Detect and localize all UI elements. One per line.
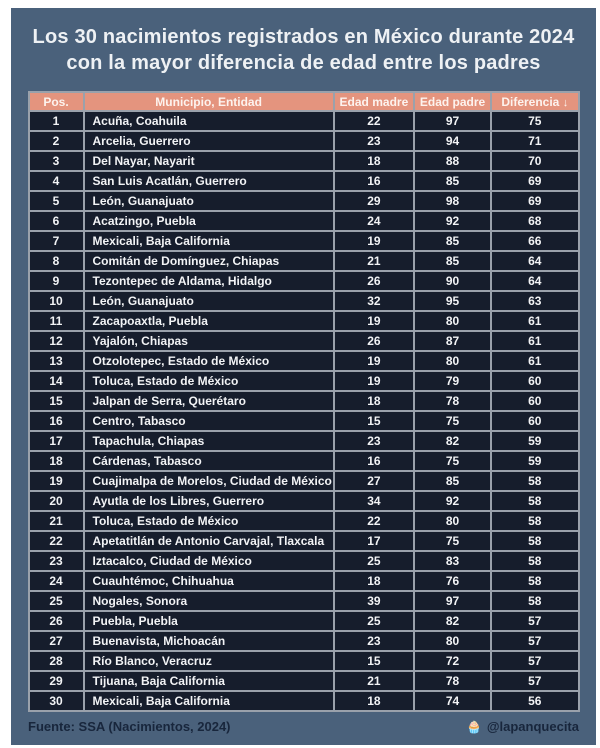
- column-header-municipio: Municipio, Entidad: [84, 92, 334, 111]
- sort-descending-icon: ↓: [562, 96, 569, 109]
- municipio-cell: Mexicali, Baja California: [84, 231, 334, 251]
- edad-madre-cell: 16: [334, 171, 414, 191]
- diferencia-cell: 58: [491, 511, 578, 531]
- pos-cell: 19: [29, 471, 84, 491]
- pos-cell: 15: [29, 391, 84, 411]
- pos-cell: 13: [29, 351, 84, 371]
- edad-padre-cell: 92: [414, 211, 491, 231]
- edad-madre-cell: 25: [334, 551, 414, 571]
- pos-cell: 24: [29, 571, 84, 591]
- diferencia-cell: 60: [491, 411, 578, 431]
- edad-madre-cell: 19: [334, 231, 414, 251]
- edad-padre-cell: 80: [414, 631, 491, 651]
- edad-madre-cell: 32: [334, 291, 414, 311]
- diferencia-cell: 64: [491, 251, 578, 271]
- diferencia-cell: 63: [491, 291, 578, 311]
- edad-madre-cell: 27: [334, 471, 414, 491]
- municipio-cell: Ayutla de los Libres, Guerrero: [84, 491, 334, 511]
- municipio-cell: Cuauhtémoc, Chihuahua: [84, 571, 334, 591]
- edad-madre-cell: 22: [334, 511, 414, 531]
- ranking-table-container: [28, 91, 580, 712]
- edad-padre-cell: 82: [414, 611, 491, 631]
- pos-cell: 28: [29, 651, 84, 671]
- municipio-cell: Otzolotepec, Estado de México: [84, 351, 334, 371]
- diferencia-cell: 61: [491, 311, 578, 331]
- diferencia-cell: 60: [491, 371, 578, 391]
- municipio-cell: Mexicali, Baja California: [84, 691, 334, 711]
- edad-madre-cell: 18: [334, 391, 414, 411]
- municipio-cell: Jalpan de Serra, Querétaro: [84, 391, 334, 411]
- pos-cell: 27: [29, 631, 84, 651]
- edad-madre-cell: 18: [334, 571, 414, 591]
- edad-madre-cell: 18: [334, 691, 414, 711]
- table-body: [29, 111, 579, 711]
- diferencia-cell: 57: [491, 671, 578, 691]
- diferencia-cell: 59: [491, 431, 578, 451]
- edad-madre-cell: 26: [334, 331, 414, 351]
- pos-cell: 22: [29, 531, 84, 551]
- pos-cell: 26: [29, 611, 84, 631]
- pos-cell: 8: [29, 251, 84, 271]
- column-header-pos: Pos.: [29, 92, 84, 111]
- table-row: [29, 511, 579, 531]
- title-line-2: con la mayor diferencia de edad entre los padres: [66, 52, 541, 74]
- edad-madre-cell: 24: [334, 211, 414, 231]
- pos-cell: 2: [29, 131, 84, 151]
- table-row: [29, 691, 579, 711]
- diferencia-cell: 61: [491, 351, 578, 371]
- table-row: [29, 211, 579, 231]
- edad-padre-cell: 90: [414, 271, 491, 291]
- diferencia-cell: 66: [491, 231, 578, 251]
- edad-madre-cell: 23: [334, 631, 414, 651]
- municipio-cell: Río Blanco, Veracruz: [84, 651, 334, 671]
- edad-padre-cell: 80: [414, 351, 491, 371]
- source-label: Fuente: SSA (Nacimientos, 2024): [28, 719, 231, 734]
- cupcake-icon: 🧁: [466, 719, 482, 734]
- author-credit: [467, 719, 579, 734]
- table-row: [29, 131, 579, 151]
- edad-madre-cell: 19: [334, 311, 414, 331]
- pos-cell: 25: [29, 591, 84, 611]
- diferencia-cell: 60: [491, 391, 578, 411]
- edad-madre-cell: 23: [334, 431, 414, 451]
- municipio-cell: Cárdenas, Tabasco: [84, 451, 334, 471]
- municipio-cell: Yajalón, Chiapas: [84, 331, 334, 351]
- table-row: [29, 591, 579, 611]
- diferencia-cell: 64: [491, 271, 578, 291]
- edad-madre-cell: 15: [334, 411, 414, 431]
- edad-padre-cell: 85: [414, 171, 491, 191]
- table-row: [29, 451, 579, 471]
- diferencia-cell: 71: [491, 131, 578, 151]
- pos-cell: 30: [29, 691, 84, 711]
- edad-madre-cell: 25: [334, 611, 414, 631]
- edad-padre-cell: 85: [414, 251, 491, 271]
- table-row: [29, 411, 579, 431]
- municipio-cell: Zacapoaxtla, Puebla: [84, 311, 334, 331]
- municipio-cell: Tijuana, Baja California: [84, 671, 334, 691]
- diferencia-cell: 58: [491, 531, 578, 551]
- header-row: [29, 92, 579, 111]
- diferencia-cell: 69: [491, 191, 578, 211]
- edad-padre-cell: 75: [414, 451, 491, 471]
- edad-madre-cell: 19: [334, 351, 414, 371]
- table-row: [29, 231, 579, 251]
- table-row: [29, 431, 579, 451]
- edad-madre-cell: 16: [334, 451, 414, 471]
- municipio-cell: Tapachula, Chiapas: [84, 431, 334, 451]
- pos-cell: 14: [29, 371, 84, 391]
- municipio-cell: Acatzingo, Puebla: [84, 211, 334, 231]
- diferencia-cell: 58: [491, 471, 578, 491]
- table-row: [29, 111, 579, 131]
- edad-padre-cell: 80: [414, 511, 491, 531]
- edad-padre-cell: 88: [414, 151, 491, 171]
- table-row: [29, 671, 579, 691]
- edad-madre-cell: 17: [334, 531, 414, 551]
- diferencia-cell: 75: [491, 111, 578, 131]
- edad-padre-cell: 78: [414, 391, 491, 411]
- table-row: [29, 471, 579, 491]
- diferencia-cell: 57: [491, 631, 578, 651]
- diferencia-cell: 59: [491, 451, 578, 471]
- column-header-diferencia: Diferencia ↓: [491, 92, 578, 111]
- edad-padre-cell: 74: [414, 691, 491, 711]
- table-row: [29, 391, 579, 411]
- edad-padre-cell: 78: [414, 671, 491, 691]
- pos-cell: 21: [29, 511, 84, 531]
- pos-cell: 20: [29, 491, 84, 511]
- table-row: [29, 491, 579, 511]
- pos-cell: 16: [29, 411, 84, 431]
- column-header-edad-madre: Edad madre: [334, 92, 414, 111]
- municipio-cell: Acuña, Coahuila: [84, 111, 334, 131]
- municipio-cell: León, Guanajuato: [84, 291, 334, 311]
- pos-cell: 12: [29, 331, 84, 351]
- edad-padre-cell: 72: [414, 651, 491, 671]
- edad-padre-cell: 82: [414, 431, 491, 451]
- edad-madre-cell: 21: [334, 671, 414, 691]
- title-line-1: Los 30 nacimientos registrados en México durante 2024: [32, 26, 575, 48]
- municipio-cell: Apetatitlán de Antonio Carvajal, Tlaxcala: [84, 531, 334, 551]
- edad-padre-cell: 79: [414, 371, 491, 391]
- municipio-cell: San Luis Acatlán, Guerrero: [84, 171, 334, 191]
- municipio-cell: Toluca, Estado de México: [84, 511, 334, 531]
- pos-cell: 5: [29, 191, 84, 211]
- diferencia-cell: 57: [491, 651, 578, 671]
- edad-madre-cell: 39: [334, 591, 414, 611]
- pos-cell: 7: [29, 231, 84, 251]
- diferencia-cell: 69: [491, 171, 578, 191]
- edad-madre-cell: 19: [334, 371, 414, 391]
- pos-cell: 11: [29, 311, 84, 331]
- table-row: [29, 271, 579, 291]
- municipio-cell: Comitán de Domínguez, Chiapas: [84, 251, 334, 271]
- pos-cell: 4: [29, 171, 84, 191]
- municipio-cell: Toluca, Estado de México: [84, 371, 334, 391]
- edad-padre-cell: 97: [414, 591, 491, 611]
- edad-padre-cell: 76: [414, 571, 491, 591]
- pos-cell: 17: [29, 431, 84, 451]
- edad-padre-cell: 92: [414, 491, 491, 511]
- edad-madre-cell: 29: [334, 191, 414, 211]
- municipio-cell: Puebla, Puebla: [84, 611, 334, 631]
- municipio-cell: Tezontepec de Aldama, Hidalgo: [84, 271, 334, 291]
- municipio-cell: Cuajimalpa de Morelos, Ciudad de México: [84, 471, 334, 491]
- pos-cell: 23: [29, 551, 84, 571]
- edad-padre-cell: 87: [414, 331, 491, 351]
- pos-cell: 9: [29, 271, 84, 291]
- table-row: [29, 571, 579, 591]
- municipio-cell: Buenavista, Michoacán: [84, 631, 334, 651]
- table-row: [29, 251, 579, 271]
- diferencia-cell: 58: [491, 491, 578, 511]
- edad-madre-cell: 21: [334, 251, 414, 271]
- table-header: [29, 92, 579, 111]
- municipio-cell: Del Nayar, Nayarit: [84, 151, 334, 171]
- edad-padre-cell: 95: [414, 291, 491, 311]
- municipio-cell: Nogales, Sonora: [84, 591, 334, 611]
- diferencia-cell: 58: [491, 591, 578, 611]
- municipio-cell: León, Guanajuato: [84, 191, 334, 211]
- author-handle: @lapanquecita: [486, 719, 579, 734]
- edad-madre-cell: 18: [334, 151, 414, 171]
- edad-madre-cell: 26: [334, 271, 414, 291]
- edad-padre-cell: 85: [414, 231, 491, 251]
- edad-padre-cell: 83: [414, 551, 491, 571]
- table-row: [29, 191, 579, 211]
- table-row: [29, 651, 579, 671]
- table-row: [29, 371, 579, 391]
- pos-cell: 10: [29, 291, 84, 311]
- table-row: [29, 171, 579, 191]
- table-row: [29, 551, 579, 571]
- pos-cell: 6: [29, 211, 84, 231]
- table-row: [29, 531, 579, 551]
- table-row: [29, 151, 579, 171]
- table-row: [29, 351, 579, 371]
- edad-madre-cell: 23: [334, 131, 414, 151]
- pos-cell: 1: [29, 111, 84, 131]
- diferencia-cell: 70: [491, 151, 578, 171]
- table-row: [29, 611, 579, 631]
- table-row: [29, 311, 579, 331]
- diferencia-cell: 57: [491, 611, 578, 631]
- page-title: [11, 8, 596, 76]
- ranking-table: [28, 91, 580, 712]
- edad-padre-cell: 80: [414, 311, 491, 331]
- pos-cell: 3: [29, 151, 84, 171]
- municipio-cell: Centro, Tabasco: [84, 411, 334, 431]
- table-row: [29, 331, 579, 351]
- municipio-cell: Iztacalco, Ciudad de México: [84, 551, 334, 571]
- edad-padre-cell: 98: [414, 191, 491, 211]
- table-row: [29, 291, 579, 311]
- edad-madre-cell: 15: [334, 651, 414, 671]
- pos-cell: 18: [29, 451, 84, 471]
- diferencia-cell: 58: [491, 571, 578, 591]
- municipio-cell: Arcelia, Guerrero: [84, 131, 334, 151]
- edad-madre-cell: 22: [334, 111, 414, 131]
- edad-padre-cell: 85: [414, 471, 491, 491]
- edad-padre-cell: 97: [414, 111, 491, 131]
- diferencia-cell: 68: [491, 211, 578, 231]
- table-row: [29, 631, 579, 651]
- edad-madre-cell: 34: [334, 491, 414, 511]
- infographic-canvas: [11, 8, 596, 745]
- diferencia-cell: 58: [491, 551, 578, 571]
- footer: [11, 712, 596, 745]
- edad-padre-cell: 94: [414, 131, 491, 151]
- edad-padre-cell: 75: [414, 531, 491, 551]
- diferencia-cell: 56: [491, 691, 578, 711]
- diferencia-cell: 61: [491, 331, 578, 351]
- pos-cell: 29: [29, 671, 84, 691]
- column-header-edad-padre: Edad padre: [414, 92, 491, 111]
- edad-padre-cell: 75: [414, 411, 491, 431]
